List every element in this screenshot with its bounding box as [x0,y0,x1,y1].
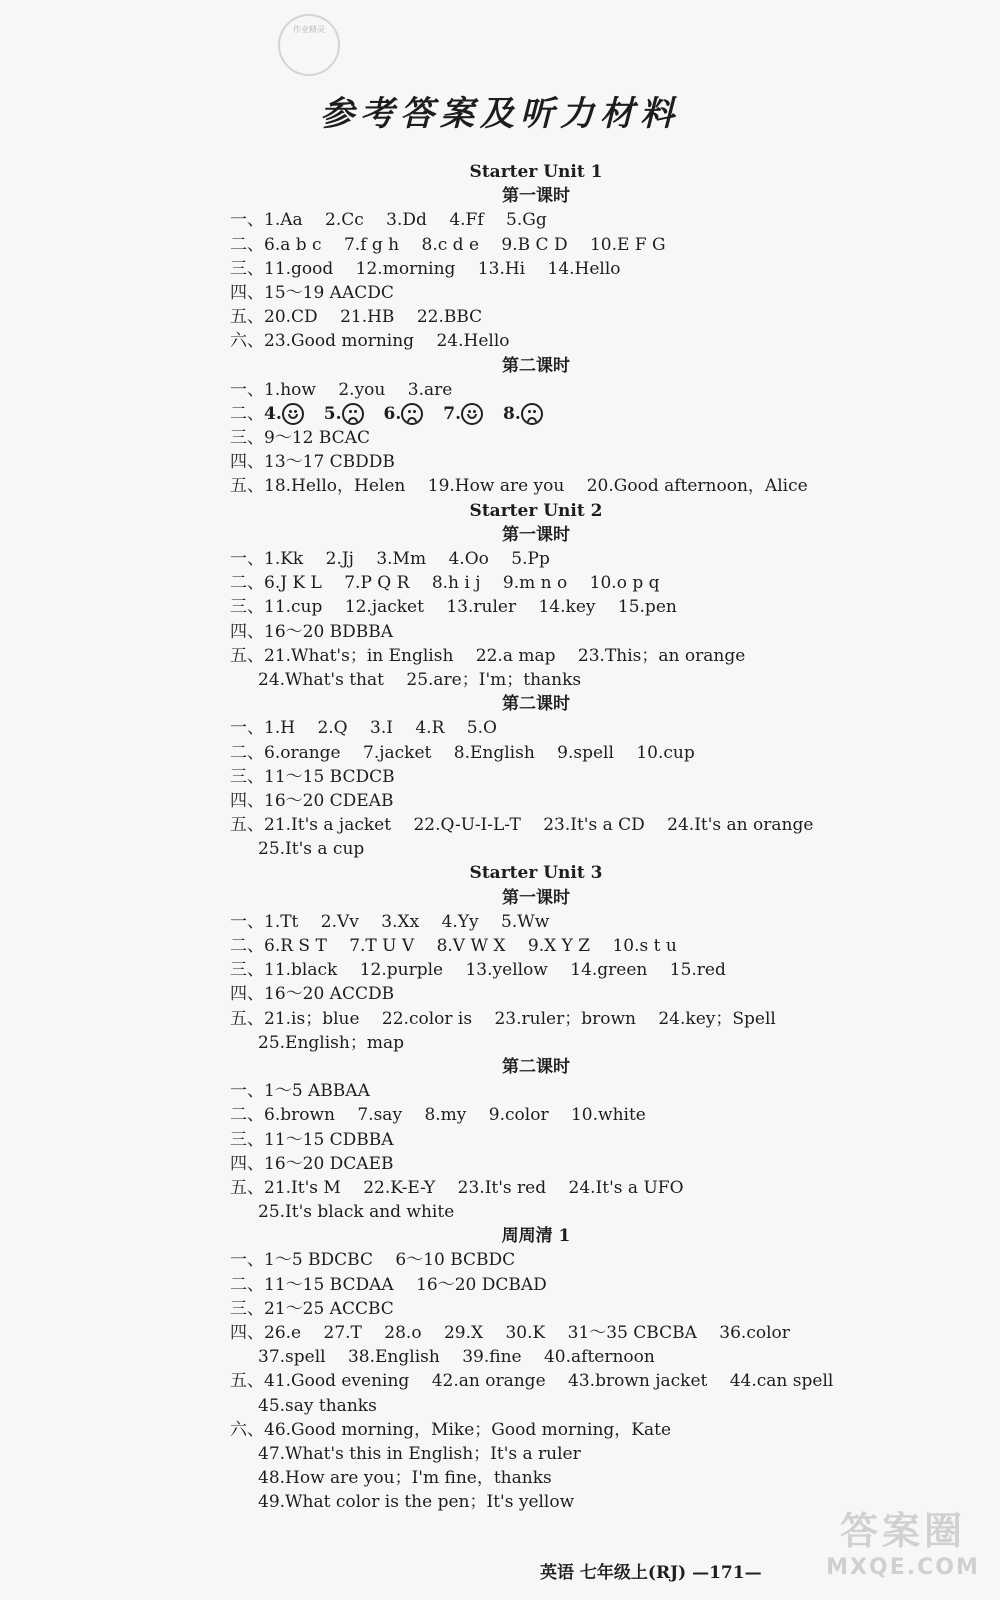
answer-line: 一、1.Aa 2.Cc 3.Dd 4.Ff 5.Gg [230,210,547,231]
answer-line: 一、1.Kk 2.Jj 3.Mm 4.Oo 5.Pp [230,549,550,569]
answer-line: 四、16～20 DCAEB [230,1153,394,1174]
answer-line: 25.English；map [258,1032,404,1053]
lesson-heading: 第二课时 [502,1056,570,1077]
lesson-heading: 第二课时 [502,355,570,376]
answer-line: 三、21～25 ACCBC [230,1298,394,1319]
answer-line: 二、6.brown 7.say 8.my 9.color 10.white [230,1105,646,1126]
mouth-shape [407,417,417,422]
answer-line: 三、11～15 CDBBA [230,1129,394,1150]
logo-stamp [278,14,340,76]
lesson-heading: 第一课时 [502,186,570,207]
smiley-number: 8. [503,403,521,424]
answer-line: 25.It's a cup [258,839,365,860]
answer-line: 二、11～15 BCDAA 16～20 DCBAD [230,1274,547,1295]
answer-line: 五、18.Hello，Helen 19.How are you 20.Good afternoon，Alice [230,476,808,497]
unit-heading: Starter Unit 1 [469,162,603,182]
lesson-heading: 第一课时 [502,524,570,545]
mouth-shape [348,417,358,422]
page-footer: 英语 七年级上(RJ) —171— [540,1563,762,1583]
weekly-heading: 周周清 1 [501,1226,571,1247]
answer-line: 37.spell 38.English 39.fine 40.afternoon [258,1347,655,1368]
answer-line: 四、16～20 CDEAB [230,790,394,811]
watermark-title: 答案圈 [839,1508,966,1553]
answer-line: 二、6.R S T 7.T U V 8.V W X 9.X Y Z 10.s t u [230,936,677,956]
page-title: 参考答案及听力材料 [320,94,680,134]
answer-line: 五、21.What's；in English 22.a map 23.This；an orange [230,645,746,666]
mouth-shape [467,414,477,419]
happy-face-icon [282,403,304,425]
stamp-text: 作业精灵 [293,25,325,34]
answer-line: 25.It's black and white [258,1202,455,1223]
answer-line: 一、1.how 2.you 3.are [230,379,453,400]
answer-line: 三、11.cup 12.jacket 13.ruler 14.key 15.pen [230,597,677,618]
answer-line: 24.What's that 25.are；I'm；thanks [258,669,582,690]
lesson-heading: 第一课时 [502,887,570,908]
answer-line: 四、16～20 BDBBA [230,621,394,642]
happy-face-icon [461,403,483,425]
answer-line: 一、1～5 BDCBC 6～10 BCBDC [230,1250,516,1271]
watermark-url: MXQE.COM [826,1555,980,1580]
mouth-shape [527,417,537,422]
smiley-prefix: 二、 [230,403,264,424]
smiley-number: 5. [323,403,342,424]
answer-line: 一、1～5 ABBAA [230,1081,370,1102]
answer-line: 三、11.black 12.purple 13.yellow 14.green 15.red [230,960,726,981]
smiley-answer-line [230,402,850,426]
answer-line: 三、11～15 BCDCB [230,766,395,787]
watermark-logo [818,1500,988,1590]
answer-line: 三、9～12 BCAC [230,428,370,449]
lesson-heading: 第二课时 [502,694,570,715]
answer-line: 四、16～20 ACCDB [230,984,395,1005]
answer-line: 五、21.It's M 22.K-E-Y 23.It's red 24.It's a UFO [230,1177,684,1198]
answer-line: 六、23.Good morning 24.Hello [230,331,510,352]
sad-face-icon [342,403,364,425]
answer-line: 二、6.orange 7.jacket 8.English 9.spell 10.cup [230,742,695,763]
answer-line: 四、15～19 AACDC [230,282,394,303]
answer-line: 二、6.a b c 7.f g h 8.c d e 9.B C D 10.E F G [230,234,666,255]
answer-line: 48.How are you；I'm fine，thanks [258,1468,552,1489]
answer-line: 四、13～17 CBDDB [230,452,395,473]
smiley-number: 6. [383,403,402,424]
answer-line: 五、21.is；blue 22.color is 23.ruler；brown 24.key；Spell [230,1008,776,1029]
sad-face-icon [401,403,423,425]
answer-line: 五、41.Good evening 42.an orange 43.brown jacket 44.can spell [230,1371,834,1392]
answer-line: 一、1.Tt 2.Vv 3.Xx 4.Yy 5.Ww [230,911,550,932]
answer-line: 四、26.e 27.T 28.o 29.X 30.K 31～35 CBCBA 36.color [230,1323,790,1343]
answer-line: 49.What color is the pen；It's yellow [258,1492,575,1513]
unit-heading: Starter Unit 2 [469,500,603,521]
answer-line: 一、1.H 2.Q 3.I 4.R 5.O [230,718,497,739]
answer-line: 二、6.J K L 7.P Q R 8.h i j 9.m n o 10.o p q [230,573,660,594]
sad-face-icon [521,403,543,425]
mouth-shape [288,414,298,419]
answer-line: 五、21.It's a jacket 22.Q-U-I-L-T 23.It's a CD 24.It's an orange [230,815,814,836]
smiley-number: 7. [443,403,461,424]
unit-heading: Starter Unit 3 [469,863,603,884]
answer-line: 五、20.CD 21.HB 22.BBC [230,307,483,328]
answer-content [230,160,850,1515]
answer-line: 47.What's this in English；It's a ruler [258,1443,581,1464]
smiley-number: 4. [264,403,282,424]
answer-line: 三、11.good 12.morning 13.Hi 14.Hello [230,258,621,279]
answer-line: 45.say thanks [258,1395,377,1416]
answer-line: 六、46.Good morning，Mike；Good morning，Kate [230,1419,672,1440]
